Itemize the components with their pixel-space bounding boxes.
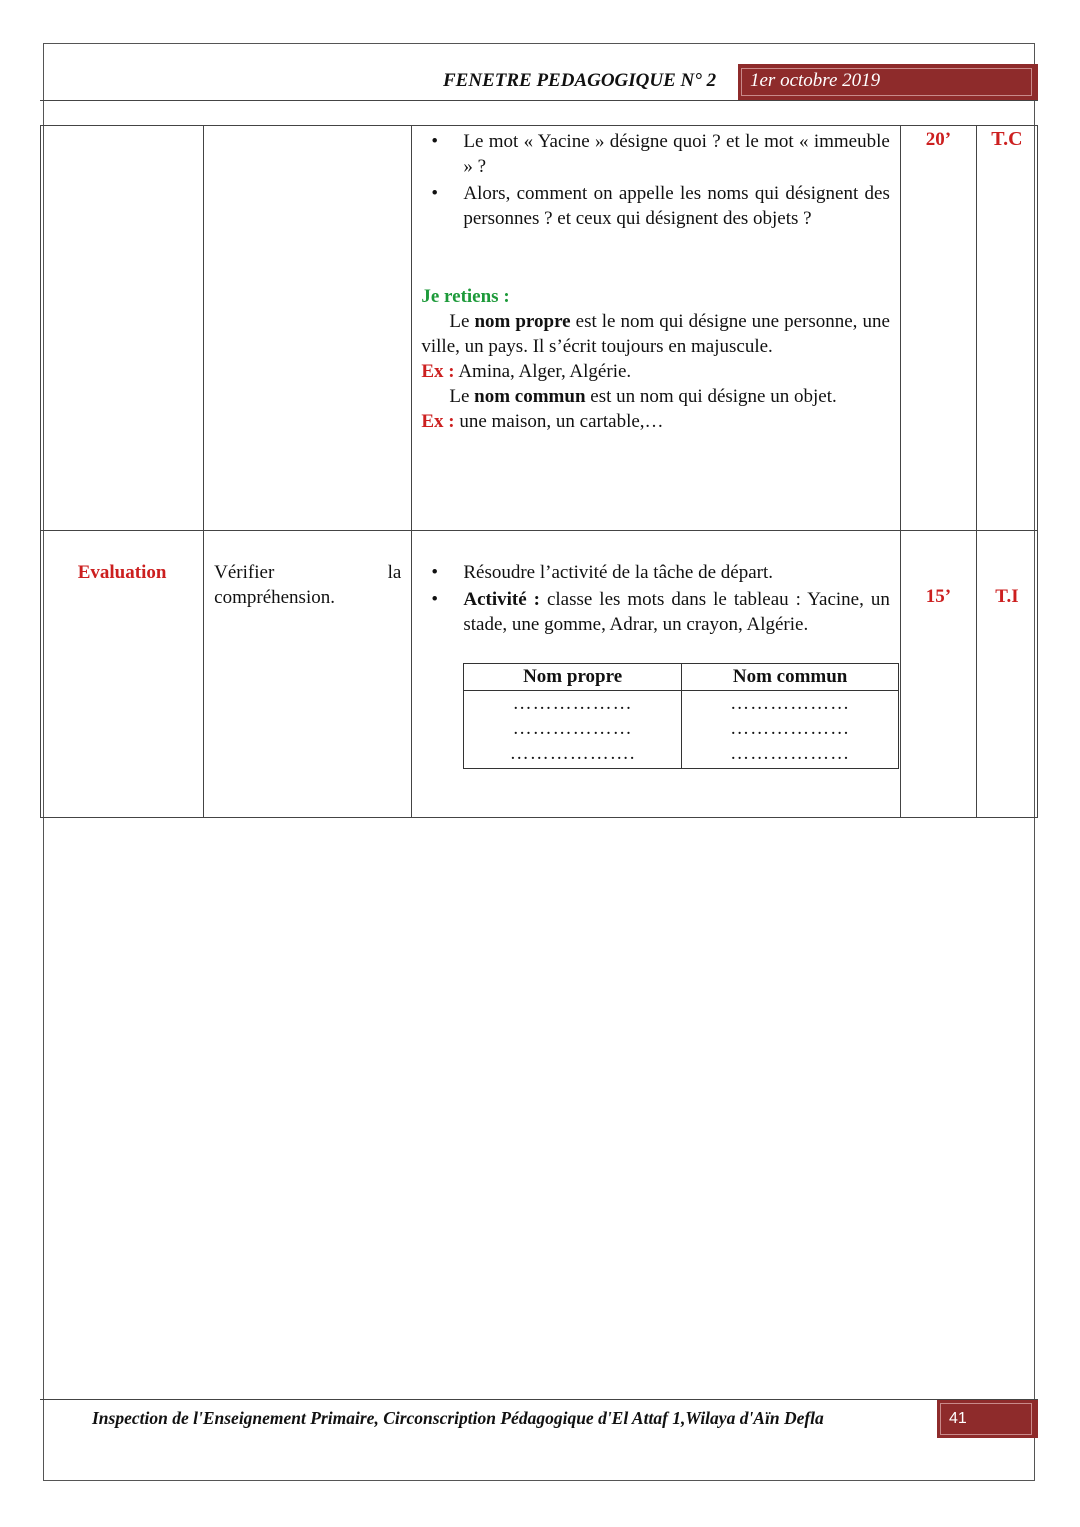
phase-cell bbox=[41, 126, 204, 531]
dotted-line: ……………… bbox=[512, 718, 633, 739]
objective-cell bbox=[204, 531, 412, 818]
activity-list bbox=[421, 560, 889, 637]
dotted-line: ……………… bbox=[730, 693, 851, 714]
blank-cell bbox=[464, 691, 682, 769]
document-date: 1er octobre 2019 bbox=[738, 64, 1038, 100]
work-mode: T.I bbox=[995, 586, 1019, 607]
page-number: 41 bbox=[937, 1400, 1038, 1438]
classification-table bbox=[463, 663, 899, 769]
nom-propre-term: nom propre bbox=[474, 311, 571, 332]
content-cell bbox=[412, 126, 900, 531]
question-list bbox=[421, 129, 889, 231]
nom-propre-definition bbox=[421, 309, 889, 359]
table-header-row bbox=[464, 664, 899, 691]
example-propre bbox=[421, 359, 889, 384]
duration-value: 15’ bbox=[925, 586, 952, 607]
list-item: • Résoudre l’activité de la tâche de départ. bbox=[421, 560, 889, 585]
nom-commun-text: est un nom qui désigne un objet. bbox=[590, 386, 837, 407]
example-commun bbox=[421, 409, 889, 434]
example-label: Ex : bbox=[421, 411, 455, 432]
work-mode: T.C bbox=[991, 128, 1023, 150]
header-divider bbox=[40, 100, 1038, 101]
table-row bbox=[41, 531, 1038, 818]
footer-divider bbox=[40, 1399, 1038, 1400]
duration-cell bbox=[900, 126, 976, 531]
objective-word: la bbox=[387, 562, 402, 583]
example-text: Amina, Alger, Algérie. bbox=[458, 361, 632, 382]
dotted-line: ………………. bbox=[509, 743, 636, 764]
phase-label: Evaluation bbox=[77, 562, 167, 583]
column-header: Nom propre bbox=[464, 664, 682, 691]
definition-article: Le bbox=[449, 311, 470, 332]
activity-label: Activité : bbox=[463, 589, 540, 610]
nom-commun-term: nom commun bbox=[474, 386, 586, 407]
footer-text: Inspection de l'Enseignement Primaire, Circonscription Pédagogique d'El Attaf 1,Wilaya d'Aïn Defla bbox=[92, 1408, 824, 1428]
document-title: FENETRE PEDAGOGIQUE N° 2 bbox=[443, 70, 717, 91]
mode-cell bbox=[976, 126, 1037, 531]
nom-commun-definition bbox=[421, 384, 889, 409]
retiens-heading: Je retiens : bbox=[421, 286, 510, 307]
blank-cell bbox=[681, 691, 899, 769]
list-item: • Le mot « Yacine » désigne quoi ? et le mot « immeuble » ? bbox=[421, 129, 889, 179]
nom-propre-text: est le nom qui désigne une personne, une ville, un pays. Il s’écrit toujours en majuscule. bbox=[421, 311, 890, 357]
lesson-table bbox=[40, 125, 1038, 818]
phase-cell bbox=[41, 531, 204, 818]
activity-text: classe les mots dans le tableau : Yacine, un stade, une gomme, Adrar, un crayon, Algérie. bbox=[463, 589, 890, 635]
column-header: Nom commun bbox=[681, 664, 899, 691]
objective-cell bbox=[204, 126, 412, 531]
content-cell bbox=[412, 531, 900, 818]
list-item bbox=[421, 587, 889, 637]
duration-cell bbox=[900, 531, 976, 818]
mode-cell bbox=[976, 531, 1037, 818]
dotted-line: ……………… bbox=[730, 718, 851, 739]
table-row bbox=[41, 126, 1038, 531]
table-row bbox=[464, 691, 899, 769]
objective-word: compréhension. bbox=[214, 587, 335, 608]
example-label: Ex : bbox=[421, 361, 455, 382]
objective-word: Vérifier bbox=[214, 562, 275, 583]
dotted-line: ……………… bbox=[730, 743, 851, 764]
duration-value: 20’ bbox=[925, 129, 952, 150]
example-text: une maison, un cartable,… bbox=[459, 411, 664, 432]
list-item: • Alors, comment on appelle les noms qui désignent des personnes ? et ceux qui désignent des objets ? bbox=[421, 181, 889, 231]
dotted-line: ……………… bbox=[512, 693, 633, 714]
definition-article: Le bbox=[449, 386, 470, 407]
